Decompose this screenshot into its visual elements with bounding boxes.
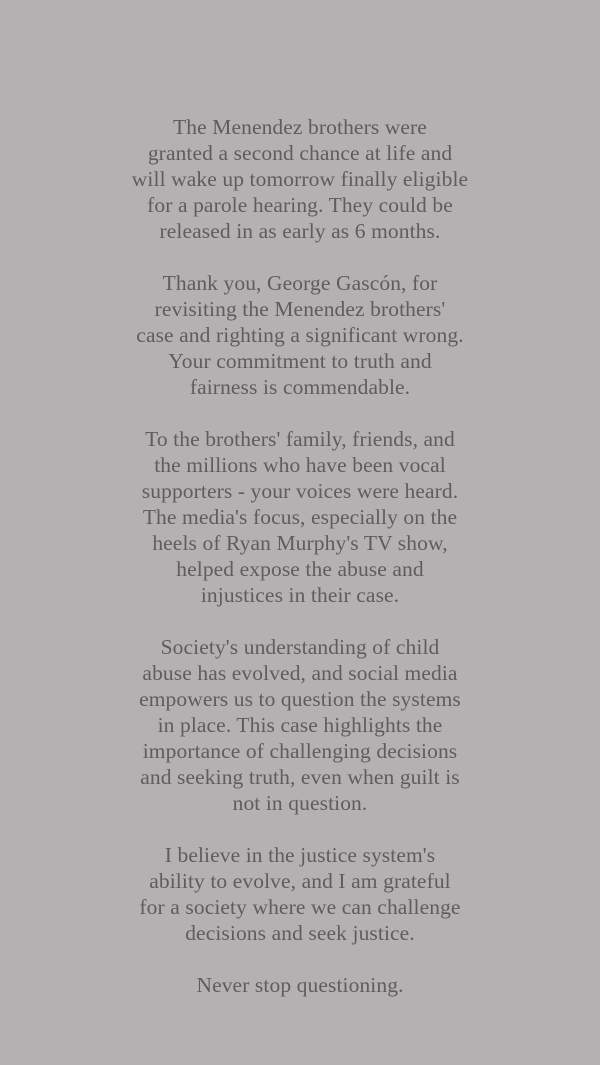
text-line: Society's understanding of child bbox=[160, 634, 440, 659]
text-line: injustices in their case. bbox=[200, 582, 400, 607]
text-line: supporters - your voices were heard. bbox=[141, 478, 459, 503]
text-line: To the brothers' family, friends, and bbox=[145, 426, 455, 451]
text-line: revisiting the Menendez brothers' bbox=[154, 296, 446, 321]
text-line: Your commitment to truth and bbox=[168, 348, 432, 373]
text-line: I believe in the justice system's bbox=[164, 842, 436, 867]
text-line: granted a second chance at life and bbox=[147, 140, 453, 165]
text-line: for a society where we can challenge bbox=[139, 894, 461, 919]
text-line: Never stop questioning. bbox=[196, 972, 404, 997]
text-line: not in question. bbox=[232, 790, 368, 815]
text-line: released in as early as 6 months. bbox=[159, 218, 441, 243]
text-line: and seeking truth, even when guilt is bbox=[140, 764, 460, 789]
text-line: The Menendez brothers were bbox=[173, 114, 427, 139]
story-paragraph bbox=[0, 114, 600, 244]
text-line: in place. This case highlights the bbox=[157, 712, 443, 737]
text-line: empowers us to question the systems bbox=[139, 686, 461, 711]
text-line: will wake up tomorrow finally eligible bbox=[131, 166, 469, 191]
story-paragraph bbox=[0, 634, 600, 816]
text-line: Thank you, George Gascón, for bbox=[162, 270, 438, 295]
text-line: the millions who have been vocal bbox=[154, 452, 446, 477]
text-line: importance of challenging decisions bbox=[142, 738, 458, 763]
text-line: for a parole hearing. They could be bbox=[147, 192, 453, 217]
text-line: abuse has evolved, and social media bbox=[142, 660, 458, 685]
text-line: helped expose the abuse and bbox=[176, 556, 424, 581]
text-line: heels of Ryan Murphy's TV show, bbox=[152, 530, 448, 555]
story-text-block bbox=[0, 114, 600, 998]
story-paragraph bbox=[0, 270, 600, 400]
text-line: decisions and seek justice. bbox=[185, 920, 415, 945]
text-line: ability to evolve, and I am grateful bbox=[149, 868, 451, 893]
story-paragraph bbox=[0, 842, 600, 946]
text-line: fairness is commendable. bbox=[189, 374, 411, 399]
text-line: case and righting a significant wrong. bbox=[136, 322, 464, 347]
story-paragraph bbox=[0, 972, 600, 998]
text-line: The media's focus, especially on the bbox=[142, 504, 458, 529]
story-paragraph bbox=[0, 426, 600, 608]
